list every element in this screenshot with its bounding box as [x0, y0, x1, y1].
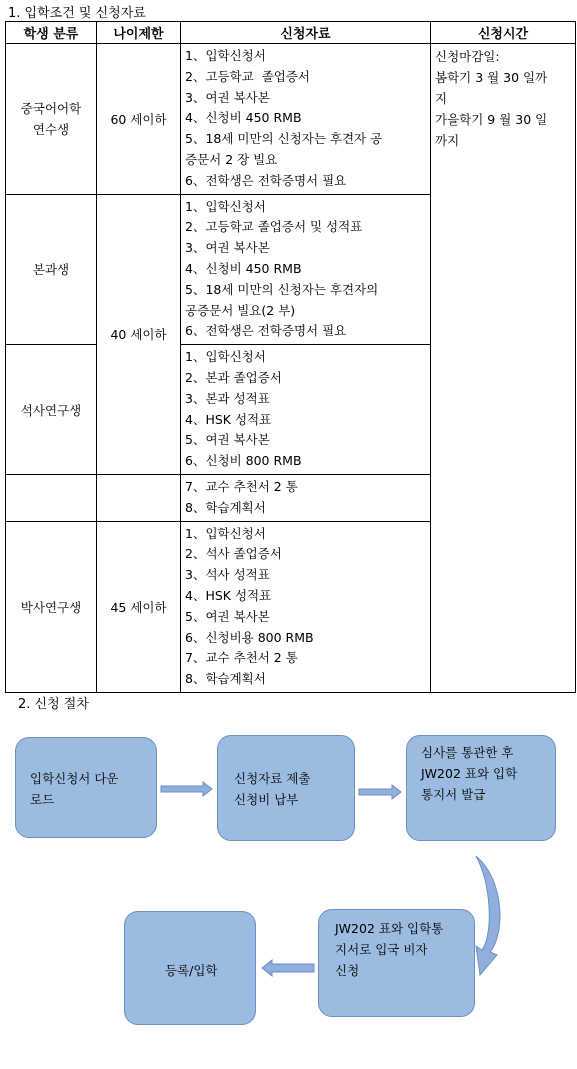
step-line: JW202 표와 입학통 [335, 921, 444, 936]
doc-item: 6、전학생은 전학증명서 필요 [185, 323, 347, 339]
category-cell: 박사연구생 [6, 521, 97, 692]
age-cell: 60 세이하 [97, 44, 181, 195]
step-line: 등록/입학 [165, 963, 218, 978]
time-line: 신청마감일: [435, 49, 500, 64]
step-line: JW202 표와 입학 [421, 766, 518, 781]
age-cell: 40 세이하 [97, 194, 181, 474]
doc-item: 4、신청비 450 RMB [185, 110, 302, 126]
doc-item: 8、학습계획서 [185, 671, 266, 687]
doc-item: 2、본과 졸업증서 [185, 369, 282, 385]
arrow-right-icon [161, 782, 212, 796]
curved-arrow-icon [476, 856, 500, 975]
time-line: 봄학기 3 월 30 일까 [435, 70, 548, 85]
time-line: 가을학기 9 월 30 일 [435, 112, 548, 127]
doc-item: 7、교수 추천서 2 통 [185, 478, 298, 494]
doc-item: 4、신청비 450 RMB [185, 260, 302, 276]
doc-item: 3、본과 성적표 [185, 390, 270, 406]
doc-item: 4、HSK 성적표 [185, 587, 272, 603]
step-line: 지서로 입국 비자 [335, 942, 428, 957]
doc-item: 1、입학신청서 [185, 349, 266, 365]
section2-title: 2. 신청 절차 [18, 697, 89, 712]
header-age: 나이제한 [97, 22, 181, 44]
doc-item: 8、학습계획서 [185, 499, 266, 515]
header-docs: 신청자료 [181, 22, 431, 44]
doc-item: 6、신청비 800 RMB [185, 453, 302, 469]
step-line: 통지서 발급 [421, 787, 486, 802]
doc-item: 7、교수 추천서 2 통 [185, 650, 298, 666]
category-cell: 중국어어학 연수생 [6, 44, 97, 195]
doc-item: 1、입학신청서 [185, 198, 266, 214]
header-time: 신청시간 [431, 22, 576, 44]
category-cell: 석사연구생 [6, 345, 97, 475]
doc-item: 5、18세 미만의 신청자는 후견자 공 [185, 131, 383, 147]
time-line: 까지 [435, 133, 460, 148]
arrow-left-icon [262, 960, 314, 976]
doc-item: 1、입학신청서 [185, 525, 266, 541]
doc-item: 증문서 2 장 빌요 [185, 151, 278, 167]
category-cell: 본과생 [6, 194, 97, 345]
doc-item: 6、신청비용 800 RMB [185, 629, 314, 645]
doc-item: 공증문서 빌요(2 부) [185, 302, 296, 318]
step-line: 신청 [335, 963, 360, 978]
doc-item: 2、석사 졸업증서 [185, 546, 282, 562]
step-line: 입학신청서 다운 [30, 771, 119, 786]
doc-item: 2、고등학교 졸업증서 [185, 68, 311, 84]
doc-item: 3、석사 성적표 [185, 567, 270, 583]
doc-item: 4、HSK 성적표 [185, 411, 272, 427]
doc-item: 2、고등학교 졸업증서 및 성적표 [185, 219, 363, 235]
step-line: 신청자료 제출 [234, 771, 311, 786]
section1-title: 1. 입학조건 및 신청자료 [8, 6, 146, 21]
step-line: 신청비 납부 [234, 792, 299, 807]
arrow-right-icon [359, 785, 401, 799]
doc-item: 3、여권 복사본 [185, 240, 270, 256]
doc-item: 1、입학신청서 [185, 48, 266, 63]
doc-item: 5、여권 복사본 [185, 608, 270, 624]
doc-item: 5、18세 미만의 신청자는 후견자의 [185, 281, 379, 297]
time-line: 지 [435, 91, 448, 106]
doc-item: 3、여권 복사본 [185, 89, 270, 105]
step-line: 심사를 통관한 후 [421, 745, 514, 760]
age-cell: 45 세이하 [97, 521, 181, 692]
step-line: 로드 [30, 792, 55, 807]
header-category: 학생 분류 [6, 22, 97, 44]
doc-item: 5、여권 복사본 [185, 432, 270, 448]
doc-item: 6、전학생은 전학증명서 필요 [185, 172, 347, 188]
